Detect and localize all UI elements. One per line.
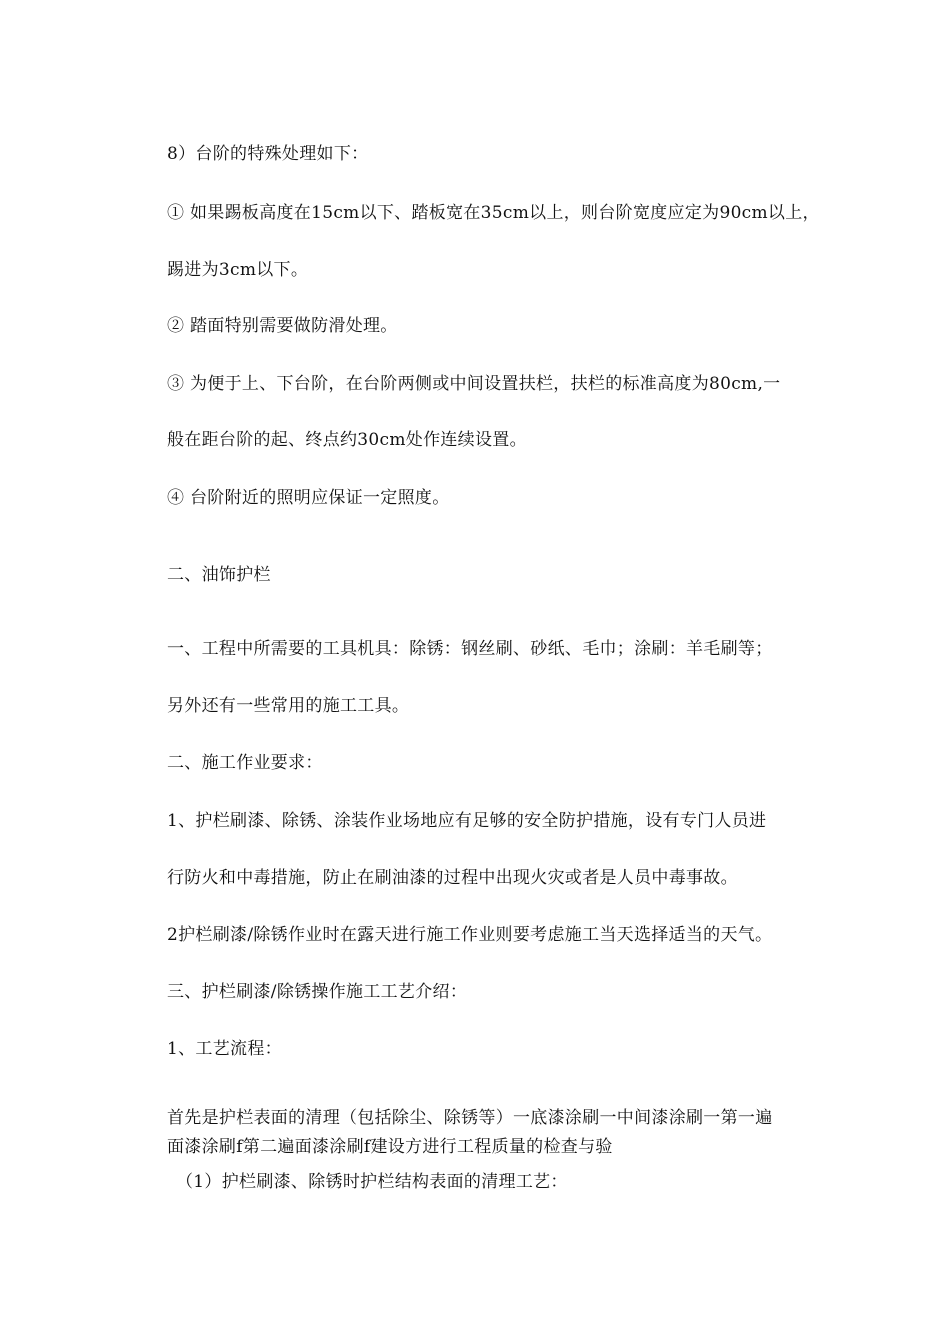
para-item-4: ④ 台阶附近的照明应保证一定照度。 <box>167 488 450 508</box>
subheading-process: 三、护栏刷漆/除锈操作施工工艺介绍： <box>167 982 468 1002</box>
para-item-2: ② 踏面特别需要做防滑处理。 <box>167 316 398 336</box>
para-item-3-line-1: ③ 为便于上、下台阶，在台阶两侧或中间设置扶栏，扶栏的标准高度为80cm,一 <box>167 374 781 394</box>
para-flow-line-1: 首先是护栏表面的清理（包括除尘、除锈等）一底漆涂刷一中间漆涂刷一第一遍 <box>167 1108 773 1128</box>
para-req-2: 2护栏刷漆/除锈作业时在露天进行施工作业则要考虑施工当天选择适当的天气。 <box>167 925 773 945</box>
para-flow-line-2: 面漆涂刷f第二遍面漆涂刷f建设方进行工程质量的检查与验 <box>167 1137 613 1157</box>
subheading-flow: 1、工艺流程： <box>167 1039 282 1059</box>
para-tools-line-2: 另外还有一些常用的施工工具。 <box>167 696 410 716</box>
para-req-1-line-2: 行防火和中毒措施，防止在刷油漆的过程中出现火灾或者是人员中毒事故。 <box>167 868 738 888</box>
para-item-1-line-2: 踢进为3cm以下。 <box>167 260 309 280</box>
para-req-1-line-1: 1、护栏刷漆、除锈、涂装作业场地应有足够的安全防护措施，设有专门人员进 <box>167 811 767 831</box>
section-heading-2: 二、油饰护栏 <box>167 565 271 585</box>
para-item-3-line-2: 般在距台阶的起、终点约30cm处作连续设置。 <box>167 430 527 450</box>
para-step-8: 8）台阶的特殊处理如下： <box>167 144 369 164</box>
para-cleaning-title: （1）护栏刷漆、除锈时护栏结构表面的清理工艺： <box>176 1172 568 1192</box>
para-tools-line-1: 一、工程中所需要的工具机具：除锈：钢丝刷、砂纸、毛巾；涂刷：羊毛刷等； <box>167 639 773 659</box>
subheading-requirements: 二、施工作业要求： <box>167 753 323 773</box>
para-item-1-line-1: ① 如果踢板高度在15cm以下、踏板宽在35cm以上，则台阶宽度应定为90cm以上， <box>167 203 820 223</box>
